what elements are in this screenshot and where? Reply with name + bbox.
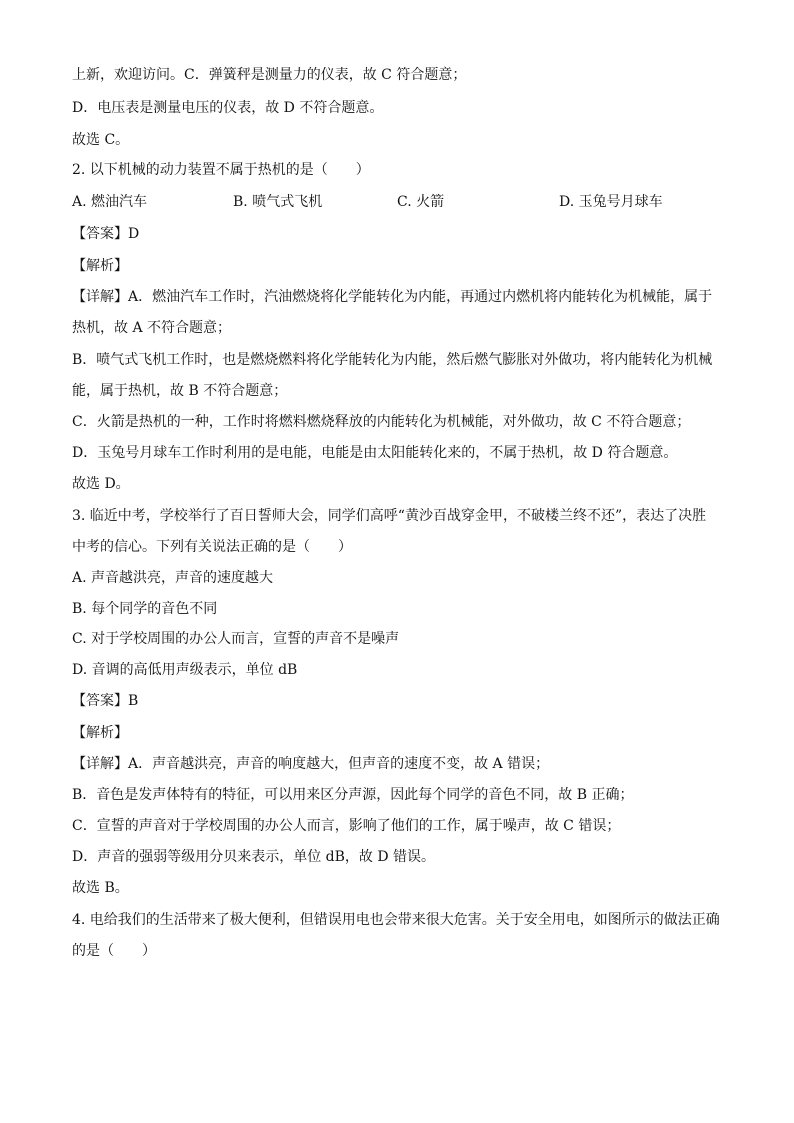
question-2-detail: 热机，故 A 不符合题意； [72,320,232,336]
question-2-stem: 2. 以下机械的动力装置不属于热机的是（ ） [72,162,370,178]
question-3-stem: 3. 临近中考，学校举行了百日誓师大会，同学们高呼“黄沙百战穿金甲，不破楼兰终不还”，表达了决胜 [72,508,707,524]
question-2-option-a: A. 燃油汽车 [72,194,148,210]
question-3-answer: 【答案】B [72,693,139,709]
question-3-detail: B．音色是发声体特有的特征，可以用来区分声源，因此每个同学的音色不同，故 B 正确； [72,787,634,803]
question-3-detail: 【详解】A．声音越洪亮，声音的响度越大，但声音的速度不变，故 A 错误； [72,756,550,772]
question-3-detail: C．宣誓的声音对于学校周围的办公人而言，影响了他们的工作，属于噪声，故 C 错误； [72,818,621,834]
question-3-analysis-heading: 【解析】 [72,725,128,741]
question-2-conclusion: 故选 D。 [72,476,130,492]
question-3-conclusion: 故选 B。 [72,880,129,896]
question-3-stem: 中考的信心。下列有关说法正确的是（ ） [72,539,352,555]
text-line: 上新，欢迎访问。C．弹簧秤是测量力的仪表，故 C 符合题意； [72,67,467,83]
question-2-option-b: B. 喷气式飞机 [233,194,323,210]
question-3-detail: D．声音的强弱等级用分贝来表示，单位 dB，故 D 错误。 [72,849,436,865]
question-3-option-c: C. 对于学校周围的办公人而言，宣誓的声音不是噪声 [72,631,400,647]
text-line: D．电压表是测量电压的仪表，故 D 不符合题意。 [72,100,384,116]
question-3-option-a: A. 声音越洪亮，声音的速度越大 [72,570,274,586]
question-3-option-d: D. 音调的高低用声级表示，单位 dB [72,662,298,678]
question-2-detail: 能，属于热机，故 B 不符合题意； [72,383,288,399]
question-2-option-c: C. 火箭 [397,194,445,210]
question-4-stem: 的是（ ） [72,943,156,959]
question-2-detail: C．火箭是热机的一种，工作时将燃料燃烧释放的内能转化为机械能，对外做功，故 C 不符合题意； [72,414,691,430]
question-4-stem: 4. 电给我们的生活带来了极大便利，但错误用电也会带来很大危害。关于安全用电，如图所示的做法正确 [72,912,720,928]
question-2-option-d: D. 玉兔号月球车 [559,194,663,210]
question-2-answer: 【答案】D [72,226,140,242]
text-line: 故选 C。 [72,132,130,148]
question-2-detail: 【详解】A．燃油汽车工作时，汽油燃烧将化学能转化为内能，再通过内燃机将内能转化为机械能，属于 [72,289,713,305]
question-2-analysis-heading: 【解析】 [72,258,128,274]
question-3-option-b: B. 每个同学的音色不同 [72,601,218,617]
question-2-detail: D．玉兔号月球车工作时利用的是电能，电能是由太阳能转化来的，不属于热机，故 D 符合题意。 [72,445,678,461]
question-2-detail: B．喷气式飞机工作时，也是燃烧燃料将化学能转化为内能，然后燃气膨胀对外做功，将内能转化为机械 [72,352,713,368]
